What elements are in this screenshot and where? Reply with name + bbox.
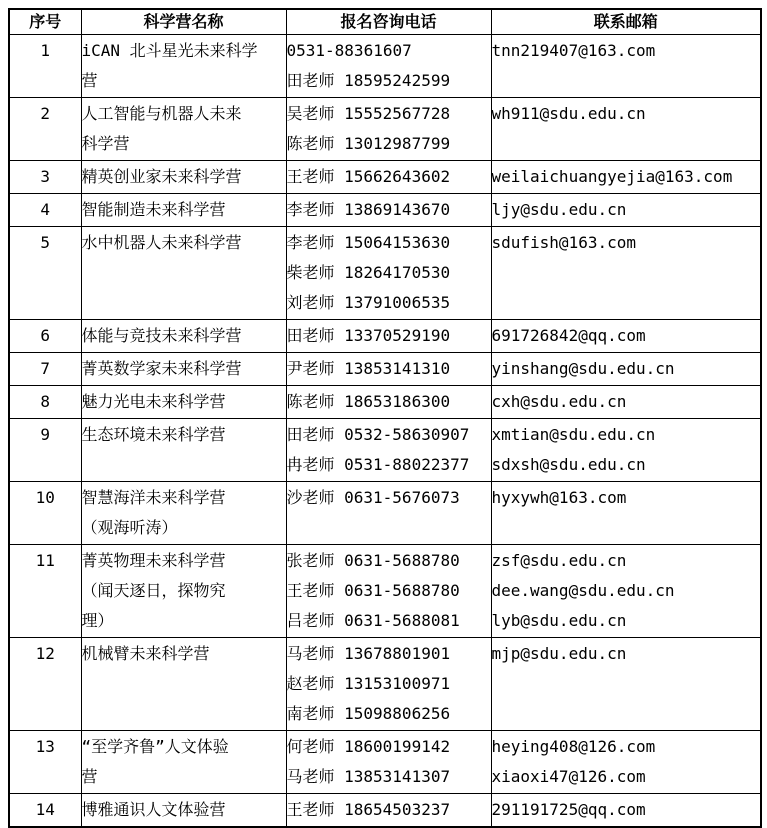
camp-name-cell <box>81 794 286 828</box>
phone-line: 王老师 15662643602 <box>286 167 451 186</box>
email-line: xiaoxi47@126.com <box>491 767 646 786</box>
phone-line: 吕老师 0631-5688081 <box>286 611 460 630</box>
email-line: hyxywh@163.com <box>491 488 627 507</box>
phone-line: 沙老师 0631-5676073 <box>286 488 460 507</box>
table-row <box>9 638 761 731</box>
phone-cell <box>286 638 491 731</box>
camp-name-cell <box>81 353 286 386</box>
camp-name-line: （观海听涛） <box>81 518 178 537</box>
phone-cell <box>286 35 491 98</box>
camp-name-line: 科学营 <box>81 134 130 153</box>
row-number-cell <box>9 161 81 194</box>
phone-line: 何老师 18600199142 <box>286 737 451 756</box>
email-line: wh911@sdu.edu.cn <box>491 104 646 123</box>
camp-name-line: 机械臂未来科学营 <box>81 644 210 663</box>
table-row <box>9 482 761 545</box>
row-number-cell <box>9 386 81 419</box>
row-number: 12 <box>35 644 55 663</box>
header-number: 序号 <box>9 9 81 35</box>
row-number: 8 <box>40 392 51 411</box>
phone-cell <box>286 194 491 227</box>
camp-name-line: 菁英物理未来科学营 <box>81 551 226 570</box>
email-line: heying408@126.com <box>491 737 656 756</box>
table-row <box>9 545 761 638</box>
email-line: 291191725@qq.com <box>491 800 646 819</box>
email-cell <box>491 419 761 482</box>
camp-name-cell <box>81 320 286 353</box>
email-cell <box>491 227 761 320</box>
email-line: dee.wang@sdu.edu.cn <box>491 581 675 600</box>
email-line: tnn219407@163.com <box>491 41 656 60</box>
email-cell <box>491 161 761 194</box>
phone-cell <box>286 794 491 828</box>
camps-table <box>8 8 762 828</box>
phone-line: 田老师 13370529190 <box>286 326 451 345</box>
camp-name-cell <box>81 386 286 419</box>
table-row <box>9 731 761 794</box>
phone-cell <box>286 98 491 161</box>
row-number: 4 <box>40 200 51 219</box>
row-number-cell <box>9 419 81 482</box>
row-number-cell <box>9 98 81 161</box>
email-cell <box>491 386 761 419</box>
phone-line: 0531-88361607 <box>286 41 412 60</box>
camp-name-line: （闻天逐日，探物究 <box>81 581 226 600</box>
table-row <box>9 194 761 227</box>
camp-name-line: 理） <box>81 611 114 630</box>
row-number-cell <box>9 638 81 731</box>
phone-line: 李老师 13869143670 <box>286 200 451 219</box>
email-line: mjp@sdu.edu.cn <box>491 644 627 663</box>
row-number: 14 <box>35 800 55 819</box>
email-line: sdufish@163.com <box>491 233 636 252</box>
row-number-cell <box>9 794 81 828</box>
row-number: 1 <box>40 41 51 60</box>
email-cell <box>491 98 761 161</box>
camp-name-line: 魅力光电未来科学营 <box>81 392 226 411</box>
row-number-cell <box>9 731 81 794</box>
email-cell <box>491 35 761 98</box>
email-cell <box>491 794 761 828</box>
camp-name-cell <box>81 545 286 638</box>
camp-name-line: iCAN 北斗星光未来科学 <box>81 41 258 60</box>
email-line: weilaichuangyejia@163.com <box>491 167 733 186</box>
camp-name-line: 博雅通识人文体验营 <box>81 800 226 819</box>
row-number: 7 <box>40 359 51 378</box>
phone-cell <box>286 419 491 482</box>
phone-cell <box>286 161 491 194</box>
row-number: 3 <box>40 167 51 186</box>
row-number-cell <box>9 353 81 386</box>
phone-line: 刘老师 13791006535 <box>286 293 451 312</box>
row-number-cell <box>9 545 81 638</box>
camp-name-line: 营 <box>81 71 98 90</box>
phone-line: 陈老师 18653186300 <box>286 392 451 411</box>
row-number: 11 <box>35 551 55 570</box>
camp-name-cell <box>81 482 286 545</box>
table-row <box>9 35 761 98</box>
header-phone: 报名咨询电话 <box>286 9 491 35</box>
row-number: 10 <box>35 488 55 507</box>
camp-name-line: 营 <box>81 767 98 786</box>
phone-line: 赵老师 13153100971 <box>286 674 451 693</box>
phone-cell <box>286 227 491 320</box>
phone-line: 柴老师 18264170530 <box>286 263 451 282</box>
camp-name-cell <box>81 731 286 794</box>
phone-line: 李老师 15064153630 <box>286 233 451 252</box>
header-camp-name: 科学营名称 <box>81 9 286 35</box>
table-row <box>9 794 761 828</box>
camp-name-line: 智能制造未来科学营 <box>81 200 226 219</box>
row-number: 5 <box>40 233 51 252</box>
email-cell <box>491 194 761 227</box>
camp-name-line: 智慧海洋未来科学营 <box>81 488 226 507</box>
email-line: lyb@sdu.edu.cn <box>491 611 627 630</box>
phone-line: 张老师 0631-5688780 <box>286 551 460 570</box>
email-line: sdxsh@sdu.edu.cn <box>491 455 646 474</box>
row-number-cell <box>9 320 81 353</box>
email-line: cxh@sdu.edu.cn <box>491 392 627 411</box>
row-number: 2 <box>40 104 51 123</box>
email-cell <box>491 482 761 545</box>
camp-name-cell <box>81 419 286 482</box>
phone-line: 马老师 13853141307 <box>286 767 451 786</box>
camp-name-line: 水中机器人未来科学营 <box>81 233 242 252</box>
table-row <box>9 98 761 161</box>
email-line: 691726842@qq.com <box>491 326 646 345</box>
camp-name-cell <box>81 638 286 731</box>
camp-name-cell <box>81 161 286 194</box>
table-row <box>9 161 761 194</box>
table-row <box>9 353 761 386</box>
phone-line: 王老师 0631-5688780 <box>286 581 460 600</box>
camp-name-cell <box>81 98 286 161</box>
phone-line: 尹老师 13853141310 <box>286 359 451 378</box>
table-row <box>9 386 761 419</box>
row-number-cell <box>9 35 81 98</box>
email-cell <box>491 731 761 794</box>
row-number: 6 <box>40 326 51 345</box>
phone-cell <box>286 353 491 386</box>
phone-line: 田老师 18595242599 <box>286 71 451 90</box>
table-header <box>9 9 761 35</box>
table-row <box>9 320 761 353</box>
phone-cell <box>286 545 491 638</box>
phone-cell <box>286 386 491 419</box>
phone-line: 陈老师 13012987799 <box>286 134 451 153</box>
camp-name-line: 菁英数学家未来科学营 <box>81 359 242 378</box>
camp-name-line: 生态环境未来科学营 <box>81 425 226 444</box>
phone-cell <box>286 320 491 353</box>
camp-name-line: “至学齐鲁”人文体验 <box>81 737 229 756</box>
camp-name-cell <box>81 35 286 98</box>
email-line: zsf@sdu.edu.cn <box>491 551 627 570</box>
camp-name-line: 体能与竞技未来科学营 <box>81 326 242 345</box>
row-number-cell <box>9 227 81 320</box>
phone-line: 南老师 15098806256 <box>286 704 451 723</box>
table-row <box>9 419 761 482</box>
phone-line: 吴老师 15552567728 <box>286 104 451 123</box>
table-body <box>9 35 761 828</box>
phone-cell <box>286 731 491 794</box>
row-number-cell <box>9 482 81 545</box>
camp-name-line: 人工智能与机器人未来 <box>81 104 242 123</box>
phone-line: 田老师 0532-58630907 <box>286 425 470 444</box>
header-email: 联系邮箱 <box>491 9 761 35</box>
camp-name-cell <box>81 227 286 320</box>
email-line: ljy@sdu.edu.cn <box>491 200 627 219</box>
email-cell <box>491 638 761 731</box>
header-row <box>9 9 761 35</box>
camp-name-line: 精英创业家未来科学营 <box>81 167 242 186</box>
email-cell <box>491 353 761 386</box>
camp-name-cell <box>81 194 286 227</box>
table-row <box>9 227 761 320</box>
row-number: 13 <box>35 737 55 756</box>
row-number: 9 <box>40 425 51 444</box>
phone-line: 马老师 13678801901 <box>286 644 451 663</box>
email-cell <box>491 545 761 638</box>
email-line: yinshang@sdu.edu.cn <box>491 359 675 378</box>
email-line: xmtian@sdu.edu.cn <box>491 425 656 444</box>
row-number-cell <box>9 194 81 227</box>
phone-cell <box>286 482 491 545</box>
phone-line: 王老师 18654503237 <box>286 800 451 819</box>
email-cell <box>491 320 761 353</box>
phone-line: 冉老师 0531-88022377 <box>286 455 470 474</box>
